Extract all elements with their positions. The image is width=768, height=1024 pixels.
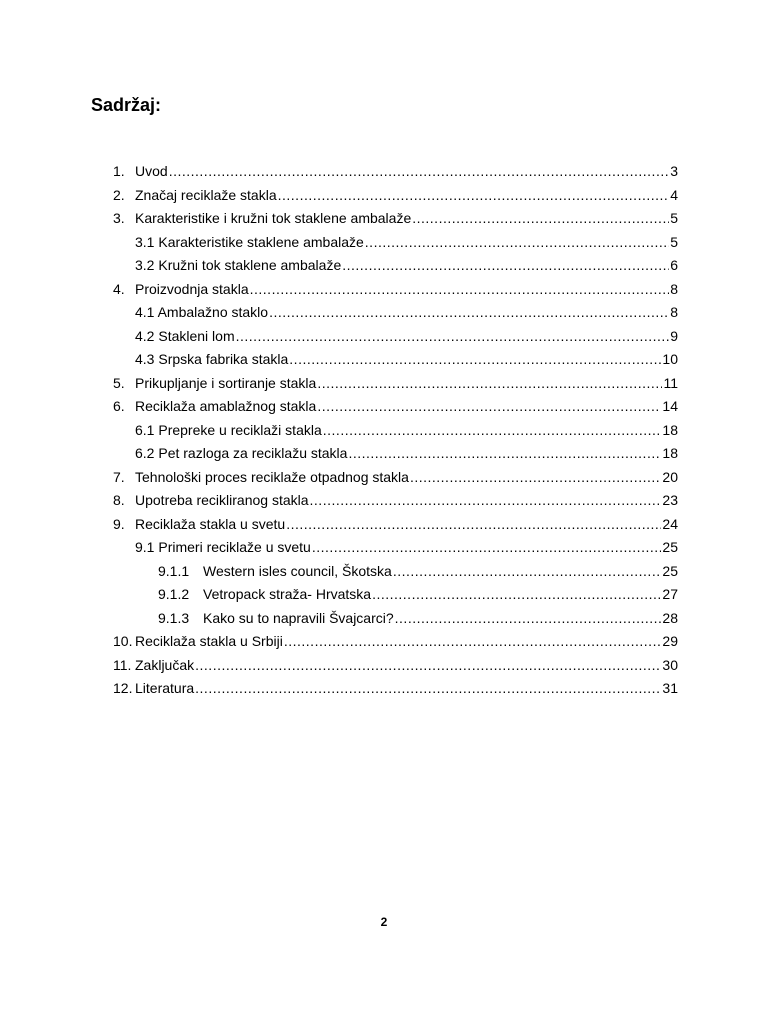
toc-entry-page: 18: [662, 445, 678, 461]
toc-entry[interactable]: [113, 563, 678, 587]
toc-entry-title: 3.2 Kružni tok staklene ambalaže: [135, 257, 342, 273]
toc-entry-number: 9.: [113, 515, 125, 532]
toc-dot-leader: [278, 187, 670, 203]
toc-dot-leader: [286, 516, 661, 532]
toc-entry-page: 4: [670, 186, 678, 203]
toc-dot-leader: [195, 657, 661, 673]
toc-dot-leader: [323, 422, 662, 438]
toc-entry-page: 20: [662, 468, 678, 485]
toc-entry-page: 24: [662, 515, 678, 532]
toc-dot-leader: [169, 163, 670, 179]
toc-entry[interactable]: [113, 586, 678, 610]
toc-entry[interactable]: [113, 304, 678, 328]
toc-dot-leader: [284, 633, 662, 649]
toc-entry-number: 5.: [113, 374, 125, 391]
toc-entry-title: Zaključak: [135, 656, 195, 673]
toc-entry-title: Western isles council, Škotska: [203, 562, 392, 579]
toc-entry-number: 12.: [113, 680, 133, 696]
toc-entry-page: 8: [670, 304, 678, 320]
toc-dot-leader: [365, 234, 669, 250]
toc-entry-title: 4.2 Stakleni lom: [135, 327, 235, 344]
toc-entry-page: 14: [662, 398, 678, 414]
toc-entry-title: Reciklaža stakla u svetu: [135, 515, 286, 532]
toc-entry[interactable]: [113, 281, 678, 305]
toc-entry[interactable]: [113, 492, 678, 516]
toc-entry[interactable]: [113, 187, 678, 211]
toc-entry-number: 4.: [113, 280, 125, 297]
toc-dot-leader: [317, 375, 662, 391]
toc-entry[interactable]: [113, 163, 678, 187]
toc-entry-page: 8: [670, 280, 678, 297]
toc-entry[interactable]: [113, 328, 678, 352]
toc-dot-leader: [342, 257, 669, 273]
toc-entry[interactable]: [113, 257, 678, 281]
toc-entry[interactable]: [113, 633, 678, 657]
toc-entry-title: Proizvodnja stakla: [135, 280, 249, 297]
toc-entry[interactable]: [113, 610, 678, 634]
toc-dot-leader: [269, 304, 669, 320]
toc-entry-title: Upotreba recikliranog stakla: [135, 492, 309, 508]
toc-entry-title: 3.1 Karakteristike staklene ambalaže: [135, 233, 364, 250]
toc-entry-page: 6: [670, 257, 678, 273]
toc-entry-number: 7.: [113, 468, 125, 485]
toc-dot-leader: [289, 351, 661, 367]
toc-entry-page: 29: [662, 633, 678, 649]
toc-entry-page: 25: [662, 562, 678, 579]
toc-dot-leader: [236, 328, 670, 344]
toc-entry-title: Reciklaža amablažnog stakla: [135, 398, 317, 414]
toc-entry-page: 11: [663, 374, 678, 391]
toc-entry-number: 1.: [113, 163, 125, 179]
toc-entry-title: 9.1 Primeri reciklaže u svetu: [135, 539, 311, 555]
toc-entry-title: Tehnološki proces reciklaže otpadnog stakla: [135, 468, 409, 485]
toc-entry[interactable]: [113, 234, 678, 258]
toc-entry-page: 27: [662, 586, 678, 602]
toc-entry-page: 10: [662, 351, 678, 367]
toc-entry[interactable]: [113, 469, 678, 493]
toc-entry-page: 30: [662, 656, 678, 673]
table-of-contents: [113, 163, 678, 704]
toc-entry-number: 6.: [113, 398, 125, 414]
toc-entry[interactable]: [113, 516, 678, 540]
toc-entry[interactable]: [113, 375, 678, 399]
toc-entry[interactable]: [113, 680, 678, 704]
toc-entry-title: 4.1 Ambalažno staklo: [135, 304, 269, 320]
toc-entry-page: 31: [662, 680, 678, 696]
toc-dot-leader: [412, 210, 669, 226]
toc-entry-number: 9.1.2: [158, 586, 190, 602]
toc-entry-title: Prikupljanje i sortiranje stakla: [135, 374, 317, 391]
toc-entry[interactable]: [113, 422, 678, 446]
toc-entry-title: Vetropack straža- Hrvatska: [203, 586, 372, 602]
toc-entry-page: 18: [662, 421, 678, 438]
toc-entry-title: Kako su to napravili Švajcarci?: [203, 609, 394, 626]
toc-dot-leader: [393, 563, 662, 579]
toc-entry-title: Karakteristike i kružni tok staklene ambalaže: [135, 210, 412, 226]
toc-dot-leader: [410, 469, 661, 485]
toc-entry-page: 3: [670, 163, 678, 179]
page-number: 2: [380, 915, 388, 929]
toc-entry-page: 28: [662, 609, 678, 626]
toc-entry-title: 4.3 Srpska fabrika stakla: [135, 351, 289, 367]
toc-entry-number: 2.: [113, 186, 125, 203]
toc-entry-page: 5: [670, 233, 678, 250]
toc-dot-leader: [250, 281, 670, 297]
toc-entry-number: 10.: [113, 633, 133, 649]
toc-entry-number: 8.: [113, 492, 125, 508]
toc-entry-title: Značaj reciklaže stakla: [135, 186, 277, 203]
toc-entry-number: 11.: [113, 656, 132, 673]
toc-entry-page: 9: [670, 327, 678, 344]
toc-entry[interactable]: [113, 398, 678, 422]
toc-entry-title: 6.2 Pet razloga za reciklažu stakla: [135, 445, 348, 461]
toc-entry-title: 6.1 Prepreke u reciklaži stakla: [135, 421, 322, 438]
toc-entry-page: 25: [662, 539, 678, 555]
toc-dot-leader: [348, 445, 661, 461]
toc-entry-page: 5: [670, 210, 678, 226]
toc-entry[interactable]: [113, 445, 678, 469]
toc-entry-title: Literatura: [135, 680, 195, 696]
toc-entry-number: 3.: [113, 210, 125, 226]
toc-dot-leader: [372, 586, 661, 602]
toc-dot-leader: [395, 610, 662, 626]
toc-heading: Sadržaj:: [91, 95, 162, 115]
toc-dot-leader: [310, 492, 662, 508]
toc-entry[interactable]: [113, 351, 678, 375]
toc-entry[interactable]: [113, 210, 678, 234]
toc-entry-title: Uvod: [135, 163, 168, 179]
toc-entry-title: Reciklaža stakla u Srbiji: [135, 633, 283, 649]
toc-entry-page: 23: [662, 492, 678, 508]
toc-entry-number: 9.1.1: [158, 562, 190, 579]
toc-entry[interactable]: [113, 539, 678, 563]
toc-entry-number: 9.1.3: [158, 609, 190, 626]
toc-dot-leader: [312, 539, 662, 555]
toc-entry[interactable]: [113, 657, 678, 681]
toc-dot-leader: [195, 680, 661, 696]
toc-dot-leader: [317, 398, 661, 414]
